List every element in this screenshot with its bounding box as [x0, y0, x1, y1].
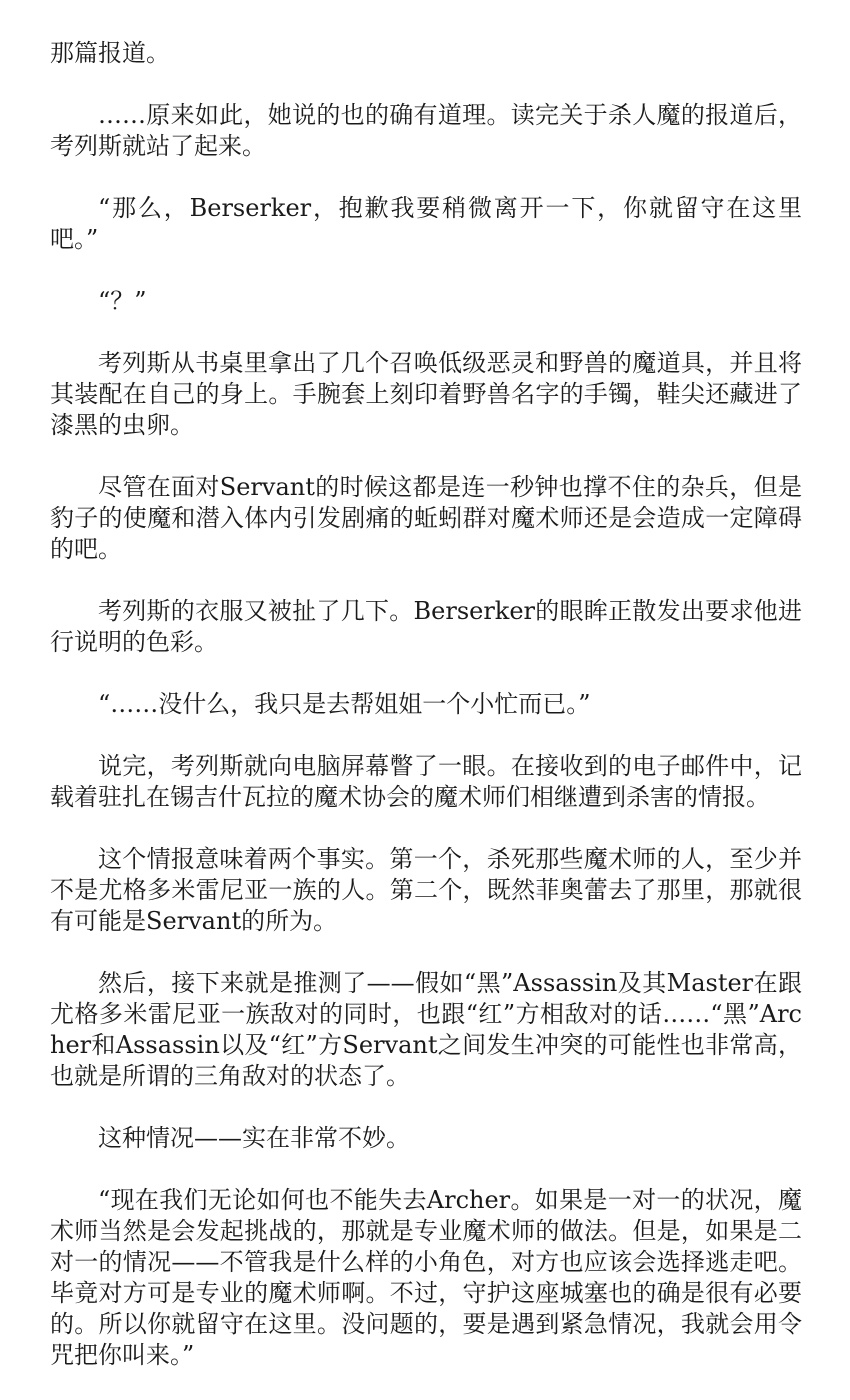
paragraph: 说完，考列斯就向电脑屏幕瞥了一眼。在接收到的电子邮件中，记载着驻扎在锡吉什瓦拉的魔术协会的魔术师们相继遭到杀害的情报。: [50, 752, 802, 811]
paragraph: 尽管在面对Servant的时候这都是连一秒钟也撑不住的杂兵，但是豹子的使魔和潜入体内引发剧痛的蚯蚓群对魔术师还是会造成一定障碍的吧。: [50, 473, 802, 563]
paragraph: 然后，接下来就是推测了——假如“黑”Assassin及其Master在跟尤格多米雷尼亚一族敌对的同时，也跟“红”方相敌对的话……“黑”Archer和Assassin以及“红”方Servant之间发生冲突的可能性也非常高，也就是所谓的三角敌对的状态了。: [50, 969, 802, 1090]
paragraph: 这种情况——实在非常不妙。: [98, 1124, 410, 1152]
paragraph: “？”: [98, 287, 147, 315]
paragraph: “现在我们无论如何也不能失去Archer。如果是一对一的状况，魔术师当然是会发起挑战的，那就是专业魔术师的做法。但是，如果是二对一的情况——不管我是什么样的小角色，对方也应该会选择逃走吧。毕竟对方可是专业的魔术师啊。不过，守护这座城塞也的确是很有必要的。所以你就留守在这里。没问题的，要是遇到紧急情况，我就会用令咒把你叫来。”: [50, 1186, 802, 1369]
paragraph: ……原来如此，她说的也的确有道理。读完关于杀人魔的报道后，考列斯就站了起来。: [50, 101, 802, 160]
paragraph: 考列斯的衣服又被扯了几下。Berserker的眼眸正散发出要求他进行说明的色彩。: [50, 597, 802, 656]
paragraph: 这个情报意味着两个事实。第一个，杀死那些魔术师的人，至少并不是尤格多米雷尼亚一族的人。第二个，既然菲奥蕾去了那里，那就很有可能是Servant的所为。: [50, 845, 802, 935]
paragraph: 考列斯从书桌里拿出了几个召唤低级恶灵和野兽的魔道具，并且将其装配在自己的身上。手腕套上刻印着野兽名字的手镯，鞋尖还藏进了漆黑的虫卵。: [50, 349, 802, 439]
paragraph: 那篇报道。: [50, 39, 170, 67]
paragraph: “那么，Berserker，抱歉我要稍微离开一下，你就留守在这里吧。”: [50, 194, 802, 253]
paragraph: “……没什么，我只是去帮姐姐一个小忙而已。”: [98, 690, 591, 718]
